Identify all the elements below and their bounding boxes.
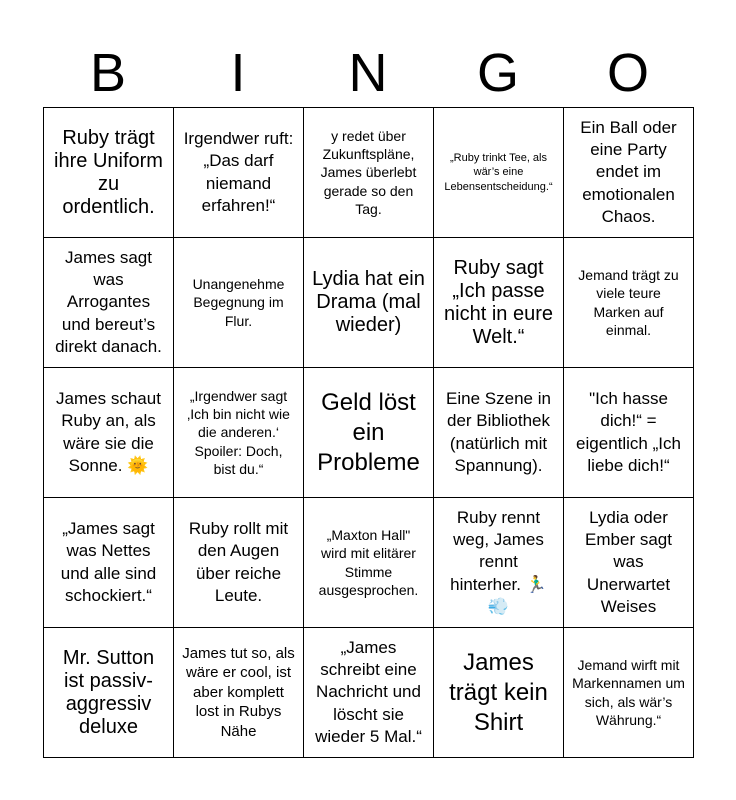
- bingo-cell[interactable]: Lydia hat ein Drama (mal wieder): [304, 238, 434, 368]
- bingo-cell[interactable]: y redet über Zukunftspläne, James überlebt gerade so den Tag.: [304, 108, 434, 238]
- bingo-cell[interactable]: Ruby trägt ihre Uniform zu ordentlich.: [44, 108, 174, 238]
- bingo-card-grid: [43, 107, 694, 758]
- bingo-cell[interactable]: Jemand wirft mit Markennamen um sich, als wär’s Währung.“: [564, 628, 694, 758]
- bingo-cell[interactable]: Lydia oder Ember sagt was Unerwartet Weises: [564, 498, 694, 628]
- bingo-cell[interactable]: James schaut Ruby an, als wäre sie die Sonne. 🌞: [44, 368, 174, 498]
- bingo-cell[interactable]: Ein Ball oder eine Party endet im emotionalen Chaos.: [564, 108, 694, 238]
- bingo-cell[interactable]: James sagt was Arrogantes und bereut’s direkt danach.: [44, 238, 174, 368]
- bingo-cell[interactable]: „Maxton Hall" wird mit elitärer Stimme ausgesprochen.: [304, 498, 434, 628]
- bingo-cell[interactable]: Irgendwer ruft: „Das darf niemand erfahren!“: [174, 108, 304, 238]
- header-letter-o: O: [606, 43, 649, 103]
- header-letter-i: I: [230, 43, 246, 103]
- header-letter-n: N: [348, 43, 388, 103]
- bingo-cell[interactable]: James trägt kein Shirt: [434, 628, 564, 758]
- bingo-cell[interactable]: Eine Szene in der Bibliothek (natürlich mit Spannung).: [434, 368, 564, 498]
- bingo-cell[interactable]: „James sagt was Nettes und alle sind schockiert.“: [44, 498, 174, 628]
- bingo-cell[interactable]: Ruby rollt mit den Augen über reiche Leute.: [174, 498, 304, 628]
- bingo-cell[interactable]: Ruby sagt „Ich passe nicht in eure Welt.“: [434, 238, 564, 368]
- header-letter-g: G: [476, 43, 519, 103]
- bingo-cell[interactable]: „Ruby trinkt Tee, als wär’s eine Lebensentscheidung.“: [434, 108, 564, 238]
- bingo-cell[interactable]: Unangenehme Begegnung im Flur.: [174, 238, 304, 368]
- bingo-cell[interactable]: Mr. Sutton ist passiv-aggressiv deluxe: [44, 628, 174, 758]
- bingo-cell[interactable]: „Irgendwer sagt ‚Ich bin nicht wie die anderen.‘ Spoiler: Doch, bist du.“: [174, 368, 304, 498]
- bingo-cell[interactable]: "Ich hasse dich!“ = eigentlich „Ich liebe dich!“: [564, 368, 694, 498]
- bingo-cell[interactable]: Ruby rennt weg, James rennt hinterher. 🏃‍♂️ 💨: [434, 498, 564, 628]
- bingo-cell[interactable]: Jemand trägt zu viele teure Marken auf einmal.: [564, 238, 694, 368]
- bingo-cell-free[interactable]: Geld löst ein Probleme: [304, 368, 434, 498]
- header-letter-b: B: [89, 43, 127, 103]
- bingo-cell[interactable]: James tut so, als wäre er cool, ist aber komplett lost in Rubys Nähe: [174, 628, 304, 758]
- bingo-header: [43, 40, 693, 106]
- bingo-cell[interactable]: „James schreibt eine Nachricht und löscht sie wieder 5 Mal.“: [304, 628, 434, 758]
